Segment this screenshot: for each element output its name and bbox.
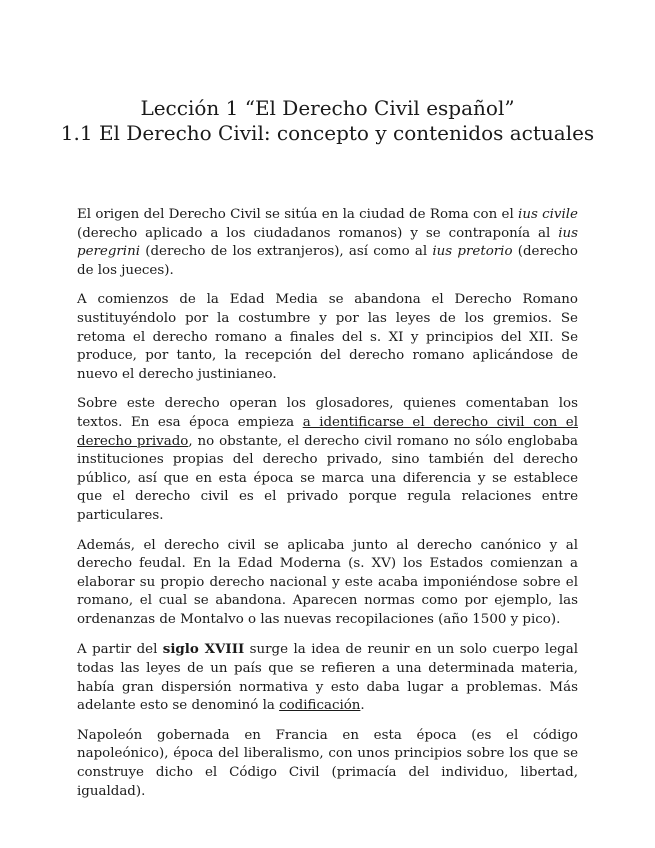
p5-text-e: . xyxy=(360,698,365,714)
paragraph-6: Napoleón gobernada en Francia en esta época (es el código napoleónico), época del liberalismo, con unos principios sobre los que se construye dicho el Código Civil (primacía del individuo, libertad, igualdad). xyxy=(77,727,578,799)
document-body xyxy=(77,206,578,812)
p3-text-c: , no obstante, el derecho civil romano no sólo englobaba instituciones propias del derecho privado, sino también del derecho público, así que en esta época se marca una diferencia y se establece que el derecho civil es el privado porque regula relaciones entre particulares. xyxy=(77,433,578,523)
p5-bold-siglo: siglo XVIII xyxy=(162,641,245,658)
p3-text-a: Sobre este derecho operan los glosadores, quienes comentaban los textos. En esa época empieza xyxy=(77,396,578,430)
p5-underlined-codificacion: codificación xyxy=(279,698,361,714)
p1-term-ius-peregrini: ius peregrini xyxy=(77,225,578,260)
paragraph-3 xyxy=(77,395,578,525)
p1-text-g: (derecho de los jueces). xyxy=(77,244,578,278)
p1-term-ius-pretorio: ius pretorio xyxy=(432,244,513,260)
p5-text-c: surge la idea de reunir en un solo cuerpo legal todas las leyes de un país que se refieren a una determinada materia, había gran dispersión normativa y esto daba lugar a problemas. Más adelante esto se denominó la xyxy=(77,642,578,714)
title-line-1: Lección 1 “El Derecho Civil español” xyxy=(140,96,515,120)
p5-text-a: A partir del xyxy=(77,642,163,658)
paragraph-2: A comienzos de la Edad Media se abandona el Derecho Romano sustituyéndolo por la costumbre y por las leyes de los gremios. Se retoma el derecho romano a finales del s. XI y principios del XII. Se produce, por tanto, la recepción del derecho romano aplicándose de nuevo el derecho justinianeo. xyxy=(77,292,578,382)
title-line-2: 1.1 El Derecho Civil: concepto y contenidos actuales xyxy=(60,121,595,145)
p1-text-e: (derecho de los extranjeros), así como al xyxy=(139,244,433,260)
paragraph-5 xyxy=(77,640,578,715)
p3-underlined-phrase: a identificarse el derecho civil con el derecho privado xyxy=(77,414,578,449)
paragraph-4: Además, el derecho civil se aplicaba junto al derecho canónico y al derecho feudal. En la Edad Moderna (s. XV) los Estados comienzan a elaborar su propio derecho nacional y este acaba imponiéndose sobre el romano, el cual se abandona. Aparecen normas como por ejemplo, las ordenanzas de Montalvo o las nuevas recopilaciones (año 1500 y pico). xyxy=(77,537,578,627)
page-title xyxy=(60,96,595,146)
p1-text-c: (derecho aplicado a los ciudadanos romanos) y se contraponía al xyxy=(77,225,559,241)
p1-text-a: El origen del Derecho Civil se sitúa en la ciudad de Roma con el xyxy=(77,207,519,222)
paragraph-1 xyxy=(77,206,578,280)
p1-term-ius-civile: ius civile xyxy=(518,207,578,222)
